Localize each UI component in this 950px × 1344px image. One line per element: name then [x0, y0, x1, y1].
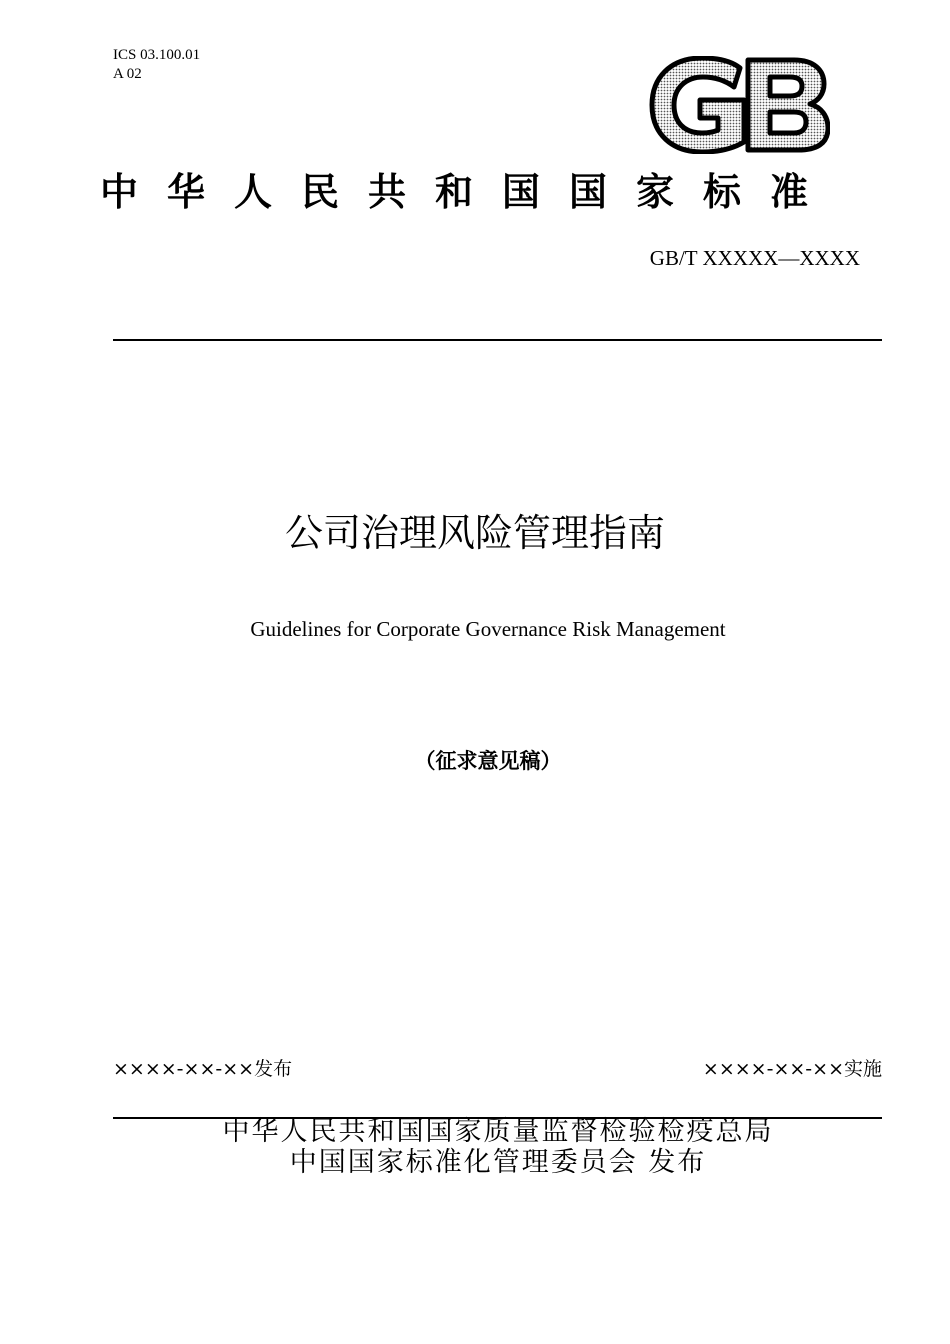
draft-note: （征求意见稿）: [414, 749, 562, 773]
gb-logo-b: [748, 60, 828, 150]
document-title-cn: 公司治理风险管理指南: [284, 511, 665, 555]
issuer-line-1: 中华人民共和国国家质量监督检验检疫总局: [222, 1116, 774, 1147]
gb-logo-g: [652, 58, 744, 152]
national-standard-title: 中华人民共和国国家标准: [100, 170, 838, 214]
top-divider: [113, 339, 882, 341]
standard-number: GB/T XXXXX—XXXX: [649, 246, 860, 270]
classification-codes: [113, 46, 200, 84]
implement-date: ××××-××-××实施: [702, 1058, 882, 1080]
class-code: A 02: [113, 66, 142, 82]
ics-code: ICS 03.100.01: [113, 47, 201, 63]
issuer-line-2: 中国国家标准化管理委员会 发布: [289, 1147, 707, 1178]
release-date: ××××-××-××发布: [113, 1058, 293, 1080]
gb-logo: [648, 56, 830, 154]
document-title-en: Guidelines for Corporate Governance Risk Management: [250, 617, 726, 641]
